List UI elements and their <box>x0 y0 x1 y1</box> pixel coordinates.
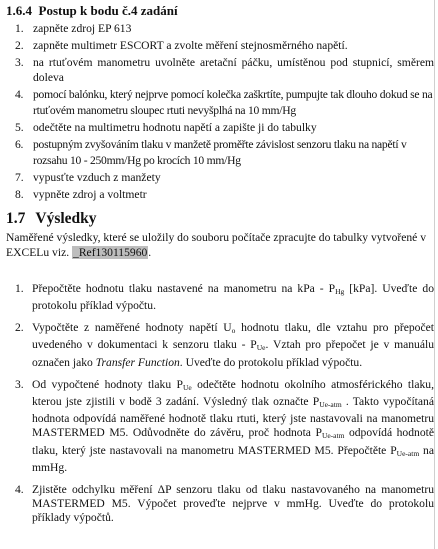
section-number: 1.7 <box>6 209 26 227</box>
list-item: 8. vypněte zdroj a voltmetr <box>15 187 147 201</box>
list-item: 2. zapněte multimetr ESCORT a zvolte měření stejnosměrného napětí. <box>15 38 348 52</box>
procedure-steps-list <box>6 21 438 203</box>
list-item: 3. na rtuťovém manometru uvolněte aretační páčku, umístěnou pod stupnicí, směrem doleva <box>15 55 434 85</box>
section-number: 1.6.4 <box>6 3 32 18</box>
list-item: 3. Od vypočtené hodnoty tlaku $P_{Ue}$ odečtěte hodnotu okolního atmosférického tlaku, kterou jste zjistili v bodě 3 zadání. Výsledný tlak označte $P_{Ue-atm}$ . Takto vypočítaná hodnota odpovídá naměřené hodnotě tlaku rtuti, který jste nastavovali na manometru MASTERMED M5. Odůvodněte do závěru, proč hodnota $P_{Ue-atm}$ odpovídá hodnotě tlaku, který jste nastavovali na manometru MASTERMED M5. Přepočtěte $P_{Ue-atm}$ na mmHg. <box>15 377 434 474</box>
section-heading-1-7 <box>6 209 438 228</box>
list-item: 1. Přepočtěte hodnotu tlaku nastavené na manometru na kPa - $P_{Hg}$ [kPa]. Uveďte do protokolu příklad výpočtu. <box>15 281 434 312</box>
cross-reference-field[interactable]: _Ref130115960 <box>73 246 148 260</box>
list-item: 5. odečtěte na multimetru hodnotu napětí a zapište ji do tabulky <box>15 121 317 135</box>
results-intro-paragraph: Naměřené výsledky, které se uložily do souboru počítače zpracujte do tabulky vytvořené v EXCELu viz. _Ref130115960. <box>6 230 427 260</box>
list-item: 6. postupným zvyšováním tlaku v manžetě proměřte závislost senzoru tlaku na napětí v rozsahu 10 - 250mm/Hg po krocích 10 mm/Hg <box>15 138 407 167</box>
list-item: 7. vypusťte vzduch z manžety <box>15 170 161 184</box>
results-tasks-list <box>6 282 438 526</box>
section-title: Postup k bodu č.4 zadání <box>38 3 178 18</box>
list-item: 4. Zjistěte odchylku měření ΔP senzoru tlaku od tlaku nastavovaného na manometru MASTERMED M5. Výpočet proveďte nejprve v mmHg. Uveďte do protokolu příklady výpočtů. <box>15 482 434 525</box>
list-item: 4. pomocí balónku, který nejprve pomocí kolečka zaškrtíte, pumpujte tak dlouho dokud se na rtuťovém manometru sloupec rtuti nevyšplhá na 10 mm/Hg <box>15 88 433 117</box>
list-item: 1. zapněte zdroj EP 613 <box>15 21 132 35</box>
section-title: Výsledky <box>35 209 97 227</box>
list-item: 2. Vypočtěte z naměřené hodnoty napětí $U_o$ hodnotu tlaku, dle vztahu pro přepočet uvedeného v dokumentaci k senzoru tlaku - $P_{Ue}$. Vztah pro přepočet je v manuálu označen jako Transfer Function. Uveďte do protokolu příklad výpočtu. <box>15 321 435 369</box>
section-heading-1-6-4 <box>6 2 438 19</box>
